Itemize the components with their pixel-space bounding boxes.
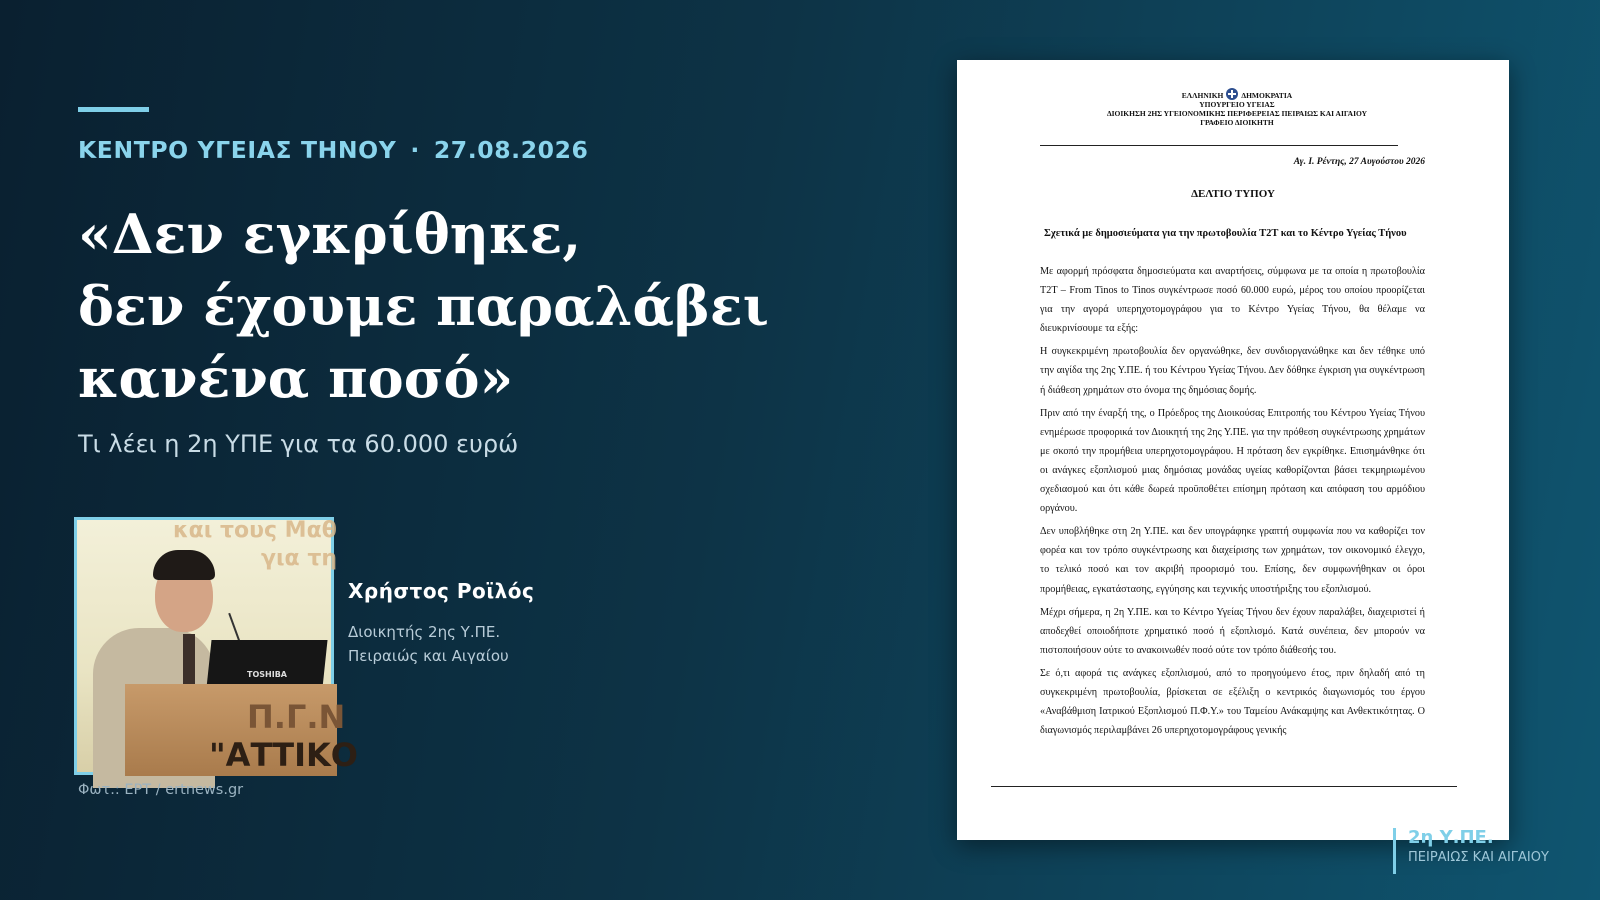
laptop-icon	[206, 640, 327, 688]
kicker-separator: ·	[410, 136, 420, 164]
document-paragraph: Μέχρι σήμερα, η 2η Υ.ΠΕ. και το Κέντρο Υγείας Τήνου δεν έχουν παραλάβει, διαχειριστεί ή αποδεχθεί οποιοδήποτε χρηματικό ποσό ή εξοπλισμό. Κατά συνέπεια, δεν μπορούν να πιστοποιήσουν ούτε το ανακοινωθέν ποσό ούτε τον τρόπο διάθεσής του.	[1040, 606, 1425, 656]
kicker-location: ΚΕΝΤΡΟ ΥΓΕΙΑΣ ΤΗΝΟΥ	[78, 136, 397, 164]
subheadline: Τι λέει η 2η ΥΠΕ για τα 60.000 ευρώ	[78, 430, 519, 458]
document-subject: Σχετικά με δημοσιεύματα για την πρωτοβουλία T2T και το Κέντρο Υγείας Τήνου	[1044, 228, 1407, 239]
person-photo	[74, 517, 358, 775]
document-paragraph: Με αφορμή πρόσφατα δημοσιεύματα και αναρτήσεις, σύμφωνα με τα οποία η πρωτοβουλία T2T – From Tinos to Tinos συγκέντρωσε ποσό 60.000 ευρώ, μέρος του οποίου προορίζεται για την αγορά υπερηχοτομογράφου για το Κέντρο Υγείας Τήνου, θα θέλαμε να διευκρινίσουμε τα εξής:	[1040, 266, 1425, 335]
podium-text-1: Π.Γ.Ν	[247, 698, 346, 736]
document-body	[1040, 262, 1425, 762]
photo-banner-text-1: και τους Μαθ	[173, 518, 337, 543]
document-paragraph: Σε ό,τι αφορά τις ανάγκες εξοπλισμού, από το προηγούμενο έτος, πριν δηλαδή από τη συγκεκριμένη πρωτοβουλία, βρίσκεται σε εξέλιξη ο κεντρικός διαγωνισμός του έργου «Αναβάθμιση Ιατρικού Εξοπλισμού Π.Φ.Υ.» του Ταμείου Ανάκαμψης και Ανθεκτικότητας. Ο διαγωνισμός περιλαμβάνει 26 υπερηχοτομογράφους γενικής	[1040, 667, 1425, 737]
photo-credit: Φωτ.: ΕΡΤ / ertnews.gr	[78, 782, 244, 798]
coat-of-arms-icon	[1226, 88, 1238, 100]
kicker-date: 27.08.2026	[433, 136, 589, 164]
photo-banner-text-2: για τη	[261, 546, 338, 571]
document-paragraph: Δεν υποβλήθηκε στη 2η Υ.ΠΕ. και δεν υπογράφηκε γραπτή συμφωνία που να καθορίζει τον φορέα και τον τρόπο συγκέντρωσης και διαχείρισης των χρημάτων, τον οικονομικό έλεγχο, το τελικό ποσό και τον ακριβή προορισμό του. Επίσης, δεν συμφωνήθηκαν οι όροι προμήθειας, εγκατάστασης, εγγύησης και τεχνικής υποστήριξης του εξοπλισμού.	[1040, 526, 1425, 595]
laptop-brand: TOSHIBA	[247, 670, 287, 679]
headline-line-3: κανένα ποσό»	[78, 346, 514, 410]
press-release-document	[957, 60, 1509, 840]
document-paragraph: Η συγκεκριμένη πρωτοβουλία δεν οργανώθηκε, δεν συνδιοργανώθηκε και δεν τέθηκε υπό την αιγίδα της 2ης Υ.ΠΕ. ή του Κέντρου Υγείας Τήνου. Δεν δόθηκε έγκριση για συγκέντρωση ή διάθεση χρημάτων στο όνομα της δημόσιας δομής.	[1040, 346, 1425, 396]
letterhead-country-right: ΔΗΜΟΚΡΑΤΙΑ	[1241, 91, 1293, 100]
organization-logo	[1393, 828, 1549, 874]
letterhead-ministry: ΥΠΟΥΡΓΕΙΟ ΥΓΕΙΑΣ	[1199, 100, 1275, 109]
document-divider-top	[1040, 145, 1398, 146]
letterhead-line-1	[965, 88, 1509, 100]
person-name: Χρήστος Ροϊλός	[348, 579, 535, 603]
person-role	[348, 620, 509, 668]
document-date: Αγ. Ι. Ρέντης, 27 Αυγούστου 2026	[1293, 157, 1425, 167]
kicker	[78, 136, 589, 164]
podium-text-2: "ΑΤΤΙΚΟ	[209, 736, 358, 774]
person-role-line-1: Διοικητής 2ης Υ.ΠΕ.	[348, 623, 501, 641]
document-paragraph: Πριν από την έναρξή της, ο Πρόεδρος της Διοικούσας Επιτροπής του Κέντρου Υγείας Τήνου ενημέρωσε προφορικά τον Διοικητή της 2ης Υ.ΠΕ. για την πρόθεση συγκέντρωσης χρημάτων με σκοπό την προμήθεια υπερηχοτομογράφου. Η πρόταση δεν εγκρίθηκε. Επισημάνθηκε ότι οι ανάγκες εξοπλισμού μιας δημόσιας μονάδας υγείας καθορίζονται βάσει τεκμηριωμένου σχεδιασμού και ότι κάθε δωρεά προϋποθέτει επίσημη πρόταση και απόφαση του αρμόδιου οργάνου.	[1040, 407, 1425, 515]
person-role-line-2: Πειραιώς και Αιγαίου	[348, 647, 509, 665]
headline-line-2: δεν έχουμε παραλάβει	[78, 274, 769, 338]
headline	[78, 198, 838, 414]
accent-bar	[78, 107, 149, 112]
document-divider-bottom	[991, 786, 1457, 787]
headline-line-1: «Δεν εγκρίθηκε,	[78, 202, 582, 266]
letterhead-office: ΓΡΑΦΕΙΟ ΔΙΟΙΚΗΤΗ	[1200, 118, 1274, 127]
logo-subtitle: ΠΕΙΡΑΙΩΣ ΚΑΙ ΑΙΓΑΙΟΥ	[1408, 850, 1549, 865]
logo-title: 2η Υ.ΠΕ.	[1408, 827, 1494, 848]
letterhead	[957, 88, 1509, 127]
letterhead-authority: ΔΙΟΙΚΗΣΗ 2ΗΣ ΥΓΕΙΟΝΟΜΙΚΗΣ ΠΕΡΙΦΕΡΕΙΑΣ ΠΕΙΡΑΙΩΣ ΚΑΙ ΑΙΓΑΙΟΥ	[1106, 109, 1368, 118]
letterhead-country-left: ΕΛΛΗΝΙΚΗ	[1181, 91, 1224, 100]
document-title: ΔΕΛΤΙΟ ΤΥΠΟΥ	[1191, 188, 1275, 200]
